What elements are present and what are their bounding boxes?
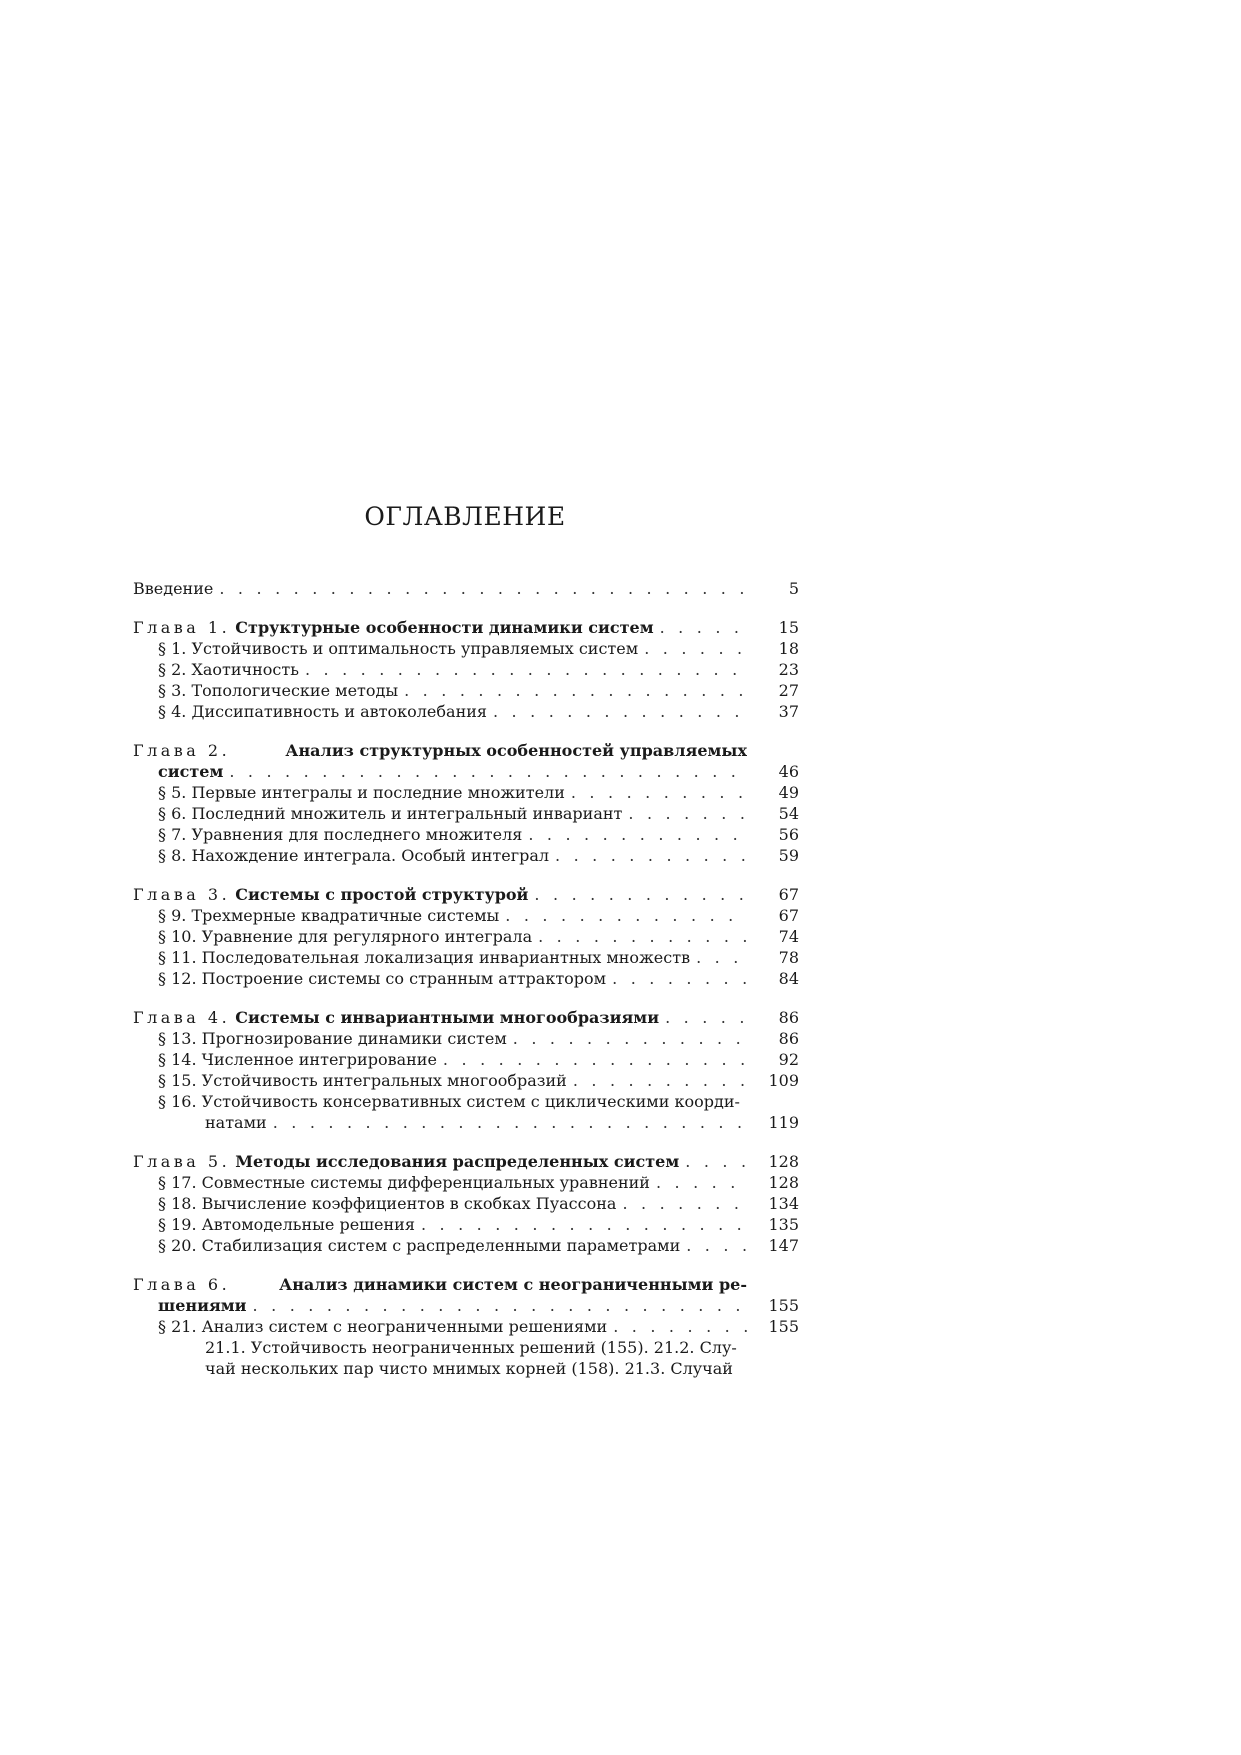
entry-title-line [133,617,747,638]
toc-entry [133,1172,799,1193]
section-title: Уравнения для последнего множителя [191,825,523,844]
entry-title-line [158,701,747,722]
dot-leader [528,824,747,845]
section-number: § 14. [158,1050,197,1069]
toc-entry [133,1274,799,1295]
section-number: § 7. [158,825,187,844]
chapter-label: Глава 1. [133,618,231,637]
entry-title-line [133,578,747,599]
toc-entry [133,905,799,926]
entry-label [158,1028,513,1049]
toc-entry [133,1070,799,1091]
toc-entry [133,1091,799,1112]
section-number: § 18. [158,1194,197,1213]
section-title: Хаотичность [191,660,299,679]
chapter-title: Системы с простой структурой [235,885,529,904]
dot-leader [696,947,747,968]
section-title: Стабилизация систем с распределенными параметрами [201,1236,681,1255]
toc-subtopics [133,1358,799,1379]
entry-title-line [158,824,747,845]
section-title: Автомодельные решения [201,1215,415,1234]
dot-leader [305,659,747,680]
entry-label [158,1295,253,1316]
page-number: 56 [778,825,799,844]
section-number: § 13. [158,1029,197,1048]
toc-entry [133,1193,799,1214]
section-title: Уравнение для регулярного интеграла [201,927,533,946]
dot-leader [253,1295,747,1316]
page-number: 74 [778,927,799,946]
dot-leader [538,926,747,947]
entry-label [158,905,505,926]
entry-title-line [158,1316,747,1337]
toc-entry [133,659,799,680]
section-number: § 21. [158,1317,197,1336]
dot-leader [644,638,747,659]
page-number: 155 [768,1296,799,1315]
toc-entry [133,1049,799,1070]
entry-label [158,1316,613,1337]
entry-title-line [158,1172,747,1193]
toc-entry [133,782,799,803]
page-number: 128 [768,1173,799,1192]
page-number: 135 [768,1215,799,1234]
page-number: 67 [778,906,799,925]
toc-entry [133,617,799,638]
chapter-title-cont: систем [158,762,224,781]
entry-label [133,884,534,905]
section-number: § 5. [158,783,187,802]
dot-leader [685,1151,747,1172]
dot-leader [273,1112,747,1133]
entry-label [133,617,660,638]
dot-leader [555,845,747,866]
chapter-title: Анализ динамики систем с неограниченными ре- [279,1275,747,1294]
chapter-title: Методы исследования распределенных систем [235,1152,680,1171]
section-title: Устойчивость консервативных систем с циклическими коорди- [201,1092,740,1111]
toc-entry [133,701,799,722]
toc-entry [133,947,799,968]
entry-label [158,680,404,701]
page-number: 49 [778,783,799,802]
entry-title-line [133,1274,747,1295]
section-title: Нахождение интеграла. Особый интеграл [191,846,550,865]
entry-title-line [158,926,747,947]
entry-title-line [158,680,747,701]
toc-entry [133,884,799,905]
page-number: 155 [768,1317,799,1336]
chapter-title-cont: шениями [158,1296,247,1315]
page-number: 46 [778,762,799,781]
entry-title-line [158,803,747,824]
section-title: Первые интегралы и последние множители [191,783,565,802]
dot-leader [421,1214,747,1235]
entry-title-line [158,1193,747,1214]
page-title: ОГЛАВЛЕНИЕ [364,502,566,531]
toc-entry [133,1214,799,1235]
toc-subtopics [133,1337,799,1358]
section-number: § 3. [158,681,187,700]
subtopic-text: чай нескольких пар чисто мнимых корней (158). 21.3. Случай [205,1359,733,1378]
toc-entry [133,824,799,845]
section-title: Анализ систем с неограниченными решениями [201,1317,608,1336]
toc-entry [133,761,799,782]
entry-title-line [133,1007,747,1028]
section-title: Последовательная локализация инвариантных множеств [201,948,691,967]
entry-title-line [158,968,747,989]
dot-leader [513,1028,747,1049]
toc-entry [133,968,799,989]
entry-title-line [158,782,747,803]
page-number: 119 [768,1113,799,1132]
page-number: 27 [778,681,799,700]
entry-label [158,1172,656,1193]
dot-leader [686,1235,747,1256]
entry-title: Введение [133,579,214,598]
dot-leader [622,1193,747,1214]
entry-title-line [205,1112,747,1133]
entry-title-line [158,1049,747,1070]
entry-label [158,1193,622,1214]
page-number: 67 [778,885,799,904]
entry-title-line [158,1091,747,1112]
chapter-label: Глава 2. [133,741,231,760]
section-number: § 2. [158,660,187,679]
entry-label [158,824,528,845]
section-number: § 15. [158,1071,197,1090]
page-number: 5 [788,579,799,598]
page-number: 147 [768,1236,799,1255]
page-number: 59 [778,846,799,865]
section-title: Диссипативность и автоколебания [191,702,487,721]
section-number: § 16. [158,1092,197,1111]
page-number: 134 [768,1194,799,1213]
toc-entry [133,740,799,761]
entry-label [158,1214,421,1235]
toc-entry [133,680,799,701]
page-number: 15 [778,618,799,637]
dot-leader [229,761,747,782]
section-number: § 17. [158,1173,197,1192]
section-title: Последний множитель и интегральный инвариант [191,804,623,823]
toc-entry [133,578,799,599]
page-number: 54 [778,804,799,823]
toc-entry [133,803,799,824]
section-number: § 12. [158,969,197,988]
chapter-label: Глава 6. [133,1275,231,1294]
entry-label [158,1070,573,1091]
page-number: 37 [778,702,799,721]
entry-label [158,701,493,722]
chapter-title: Системы с инвариантными многообразиями [235,1008,660,1027]
section-number: § 4. [158,702,187,721]
section-title: Топологические методы [191,681,399,700]
entry-label [158,1049,443,1070]
section-number: § 8. [158,846,187,865]
toc-entry [133,926,799,947]
entry-title-line [158,947,747,968]
entry-label [158,1235,686,1256]
section-title: Устойчивость и оптимальность управляемых систем [191,639,639,658]
dot-leader [613,1316,747,1337]
dot-leader [612,968,747,989]
toc-entry [133,638,799,659]
entry-label [133,1151,685,1172]
page-number: 86 [778,1008,799,1027]
entry-title-line [158,638,747,659]
section-title: Прогнозирование динамики систем [201,1029,507,1048]
toc-entry [133,1151,799,1172]
entry-title-line [158,1070,747,1091]
dot-leader [219,578,747,599]
toc-entry [133,1295,799,1316]
chapter-label: Глава 5. [133,1152,231,1171]
entry-title-line [133,884,747,905]
dot-leader [665,1007,747,1028]
section-number: § 19. [158,1215,197,1234]
section-number: § 1. [158,639,187,658]
toc-entry [133,1235,799,1256]
chapter-title: Анализ структурных особенностей управляемых [285,741,747,760]
section-title: Вычисление коэффициентов в скобках Пуассона [201,1194,617,1213]
entry-label [158,947,696,968]
page-number: 84 [778,969,799,988]
chapter-label: Глава 4. [133,1008,231,1027]
section-title: Совместные системы дифференциальных уравнений [201,1173,650,1192]
entry-label [133,578,219,599]
chapter-label: Глава 3. [133,885,231,904]
entry-title-line [158,659,747,680]
toc-entry [133,1112,799,1133]
entry-title-line [133,1151,747,1172]
dot-leader [505,905,747,926]
entry-label [158,803,628,824]
entry-label [205,1112,273,1133]
toc-entry [133,1007,799,1028]
entry-title-line [158,1295,747,1316]
section-title: Трехмерные квадратичные системы [191,906,500,925]
entry-label [158,659,305,680]
dot-leader [493,701,747,722]
dot-leader [660,617,747,638]
entry-title-line [133,740,747,761]
dot-leader [534,884,747,905]
entry-label [158,926,538,947]
page-number: 109 [768,1071,799,1090]
dot-leader [443,1049,747,1070]
page-number: 128 [768,1152,799,1171]
page-number: 18 [778,639,799,658]
page-number: 23 [778,660,799,679]
section-title: Численное интегрирование [201,1050,437,1069]
entry-label [158,761,229,782]
page-number: 92 [778,1050,799,1069]
dot-leader [573,1070,747,1091]
dot-leader [628,803,747,824]
section-number: § 20. [158,1236,197,1255]
toc-entry [133,1028,799,1049]
subtopic-text: 21.1. Устойчивость неограниченных решений (155). 21.2. Слу- [205,1338,737,1357]
entry-title-line [158,1214,747,1235]
dot-leader [404,680,747,701]
section-number: § 11. [158,948,197,967]
entry-label [158,845,555,866]
toc-entry [133,845,799,866]
entry-label [158,638,644,659]
chapter-title: Структурные особенности динамики систем [235,618,654,637]
entry-title-line [158,761,747,782]
entry-label [158,782,571,803]
page-number: 78 [778,948,799,967]
table-of-contents [133,578,799,1379]
section-number: § 9. [158,906,187,925]
dot-leader [656,1172,747,1193]
entry-label [158,968,612,989]
toc-entry [133,1316,799,1337]
section-title: Построение системы со странным аттрактором [201,969,607,988]
section-number: § 6. [158,804,187,823]
entry-title-line [158,845,747,866]
section-title: Устойчивость интегральных многообразий [201,1071,567,1090]
section-title-cont: натами [205,1113,267,1132]
entry-title-line [158,1235,747,1256]
section-number: § 10. [158,927,197,946]
entry-title-line [158,1028,747,1049]
page-number: 86 [778,1029,799,1048]
entry-label [133,1007,665,1028]
entry-title-line [158,905,747,926]
dot-leader [571,782,747,803]
